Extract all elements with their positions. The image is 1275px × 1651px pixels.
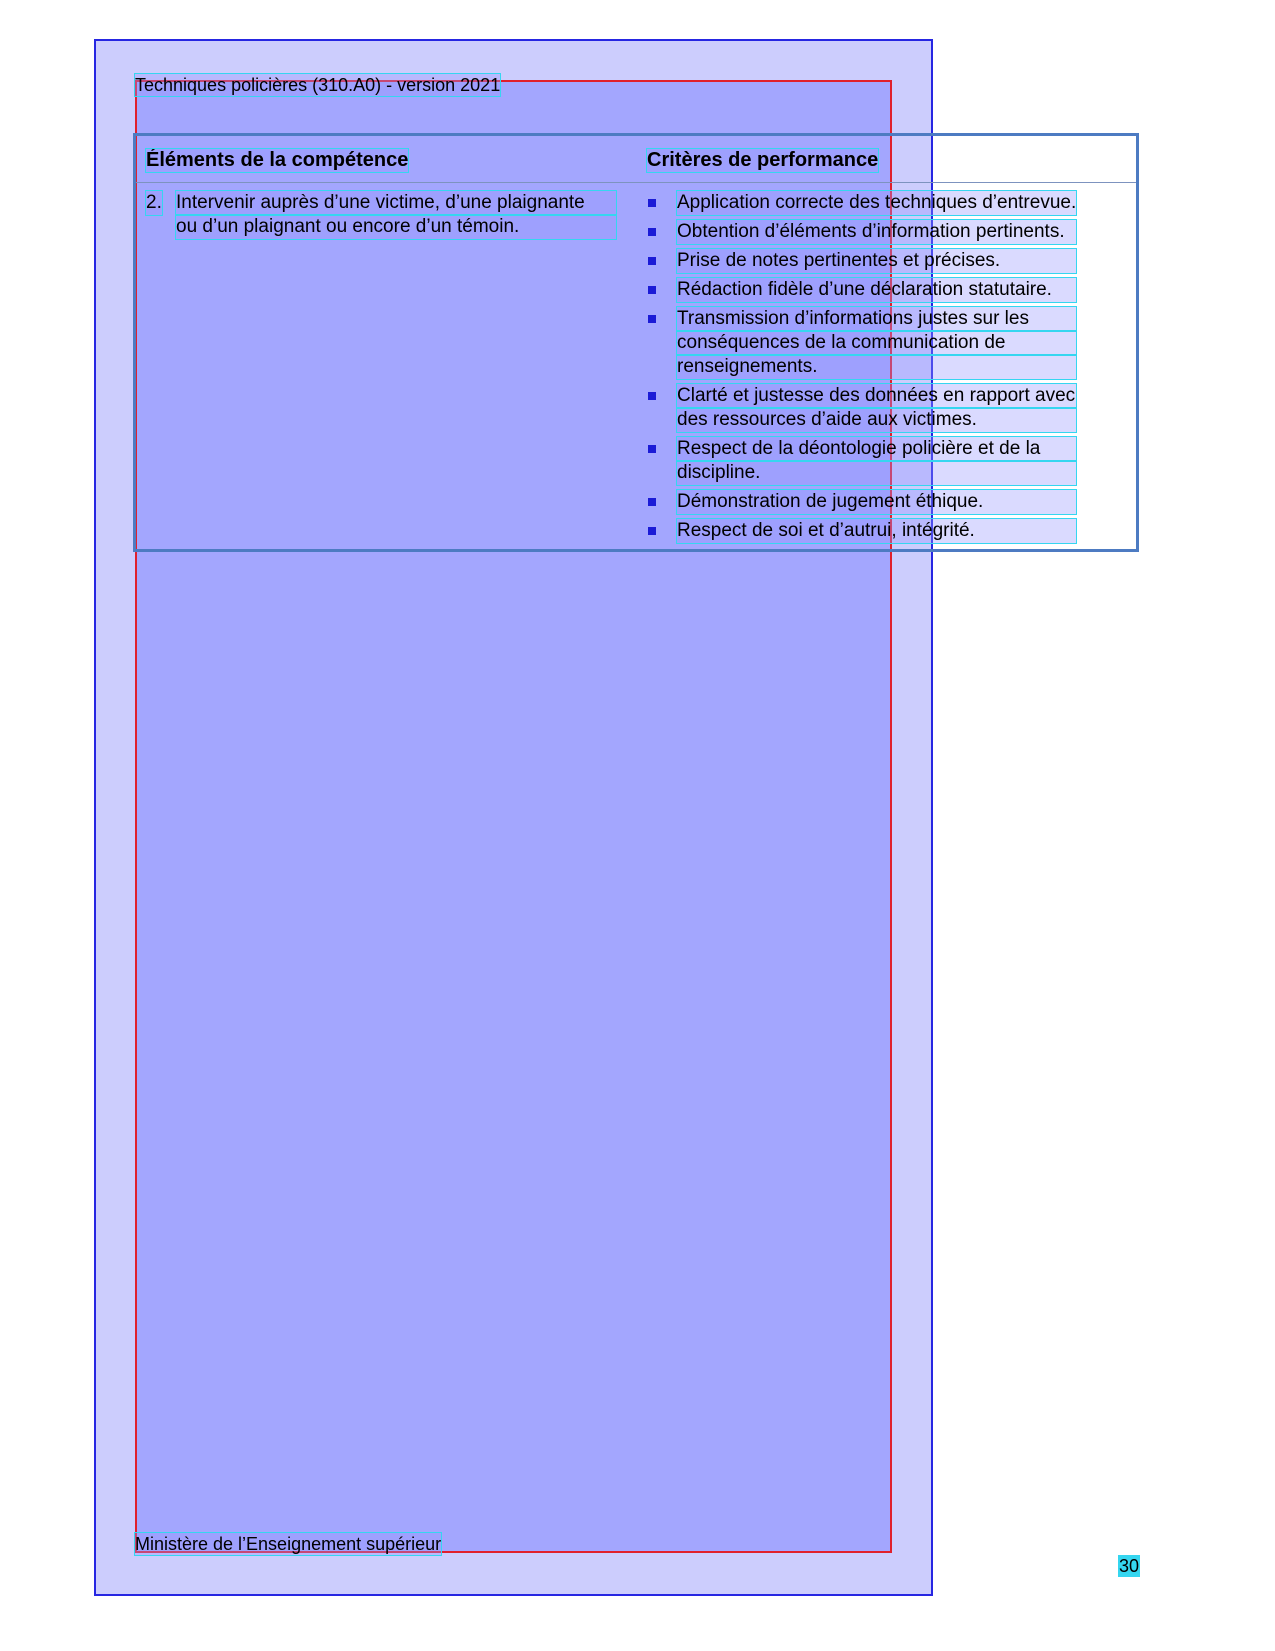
- criteria-text-line: Rédaction fidèle d’une déclaration statutaire.: [677, 278, 1076, 302]
- element-text: [176, 191, 616, 239]
- criteria-text-line: des ressources d’aide aux victimes.: [677, 408, 1076, 432]
- criteria-item: [647, 490, 1076, 514]
- table-header-row: [136, 136, 1136, 183]
- criteria-item: [647, 249, 1076, 273]
- bullet-icon: [648, 392, 656, 400]
- criteria-text-line: Prise de notes pertinentes et précises.: [677, 249, 1076, 273]
- bullet-icon: [648, 199, 656, 207]
- element-text-line: Intervenir auprès d’une victime, d’une plaignante: [176, 191, 616, 215]
- criteria-text-line: Respect de soi et d’autrui, intégrité.: [677, 519, 1076, 543]
- criteria-item: [647, 191, 1076, 215]
- criteria-text-line: Obtention d’éléments d’information pertinents.: [677, 220, 1076, 244]
- bullet-icon: [648, 257, 656, 265]
- column-header-criteria: Critères de performance: [647, 149, 879, 171]
- bullet-icon: [648, 498, 656, 506]
- element-text-line: ou d’un plaignant ou encore d’un témoin.: [176, 215, 616, 239]
- bullet-icon: [648, 315, 656, 323]
- bullet-icon: [648, 527, 656, 535]
- criteria-item: [647, 220, 1076, 244]
- competency-table: [133, 133, 1139, 552]
- criteria-text-line: Démonstration de jugement éthique.: [677, 490, 1076, 514]
- criteria-text-line: Application correcte des techniques d’entrevue.: [677, 192, 1077, 213]
- bullet-icon: [648, 445, 656, 453]
- bullet-icon: [648, 286, 656, 294]
- criteria-text-line: Transmission d’informations justes sur les: [677, 307, 1076, 331]
- criteria-text-line: discipline.: [677, 461, 1076, 485]
- criteria-item: [647, 437, 1076, 485]
- criteria-item: [647, 519, 1076, 543]
- bullet-icon: [648, 228, 656, 236]
- page-number: 30: [1119, 1556, 1140, 1576]
- criteria-text-line: Respect de la déontologie policière et de la: [677, 437, 1076, 461]
- criteria-item: [647, 307, 1076, 379]
- footer-ministry: Ministère de l’Enseignement supérieur: [135, 1534, 442, 1554]
- criteria-text-line: conséquences de la communication de: [677, 331, 1076, 355]
- column-header-elements: Éléments de la compétence: [146, 149, 409, 171]
- running-header: Techniques policières (310.A0) - version 2021: [135, 75, 501, 95]
- criteria-item: [647, 384, 1076, 432]
- criteria-text-line: Clarté et justesse des données en rapport avec: [677, 385, 1076, 406]
- criteria-text-line: renseignements.: [677, 355, 1076, 379]
- criteria-item: [647, 278, 1076, 302]
- element-number: 2.: [146, 192, 162, 213]
- performance-criteria-list: [647, 191, 1076, 548]
